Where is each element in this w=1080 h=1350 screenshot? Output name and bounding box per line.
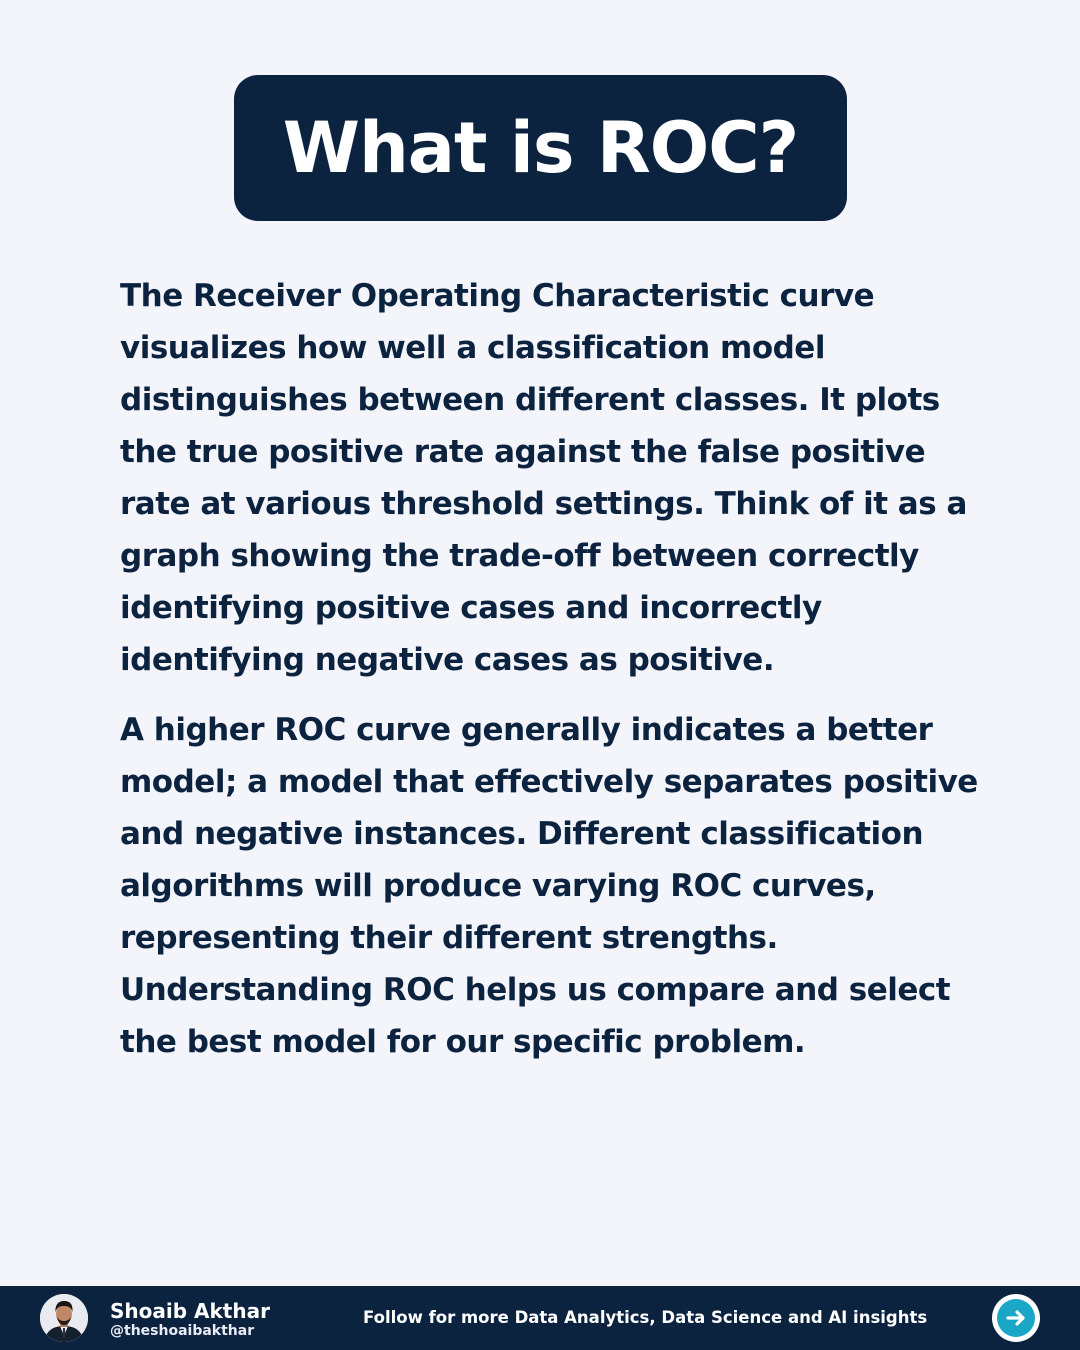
author-handle[interactable]: @theshoaibakthar	[110, 1323, 255, 1339]
paragraph-details: A higher ROC curve generally indicates a better model; a model that effectively separates positive and negative instances. Different classification algorithms will produce varying ROC curves, representing their different strengths. Understanding ROC helps us compare and select the best model for our specific problem.	[120, 712, 978, 1060]
next-button[interactable]	[992, 1294, 1040, 1342]
paragraph-intro: The Receiver Operating Characteristic curve visualizes how well a classification model distinguishes between different classes. It plots the true positive rate against the false positive rate at various threshold settings. Think of it as a graph showing the trade-off between correctly identifying positive cases and incorrectly identifying negative cases as positive.	[120, 278, 967, 678]
avatar[interactable]	[40, 1294, 88, 1342]
page-title: What is ROC?	[282, 107, 799, 189]
arrow-right-icon	[1003, 1305, 1029, 1331]
title-banner	[234, 75, 847, 221]
next-button-circle	[997, 1299, 1035, 1337]
follow-message: Follow for more Data Analytics, Data Science and AI insights	[363, 1308, 928, 1327]
footer-bar	[0, 1286, 1080, 1350]
main-content	[120, 270, 980, 1086]
author-name: Shoaib Akthar	[110, 1299, 270, 1323]
avatar-photo-icon	[40, 1294, 88, 1342]
